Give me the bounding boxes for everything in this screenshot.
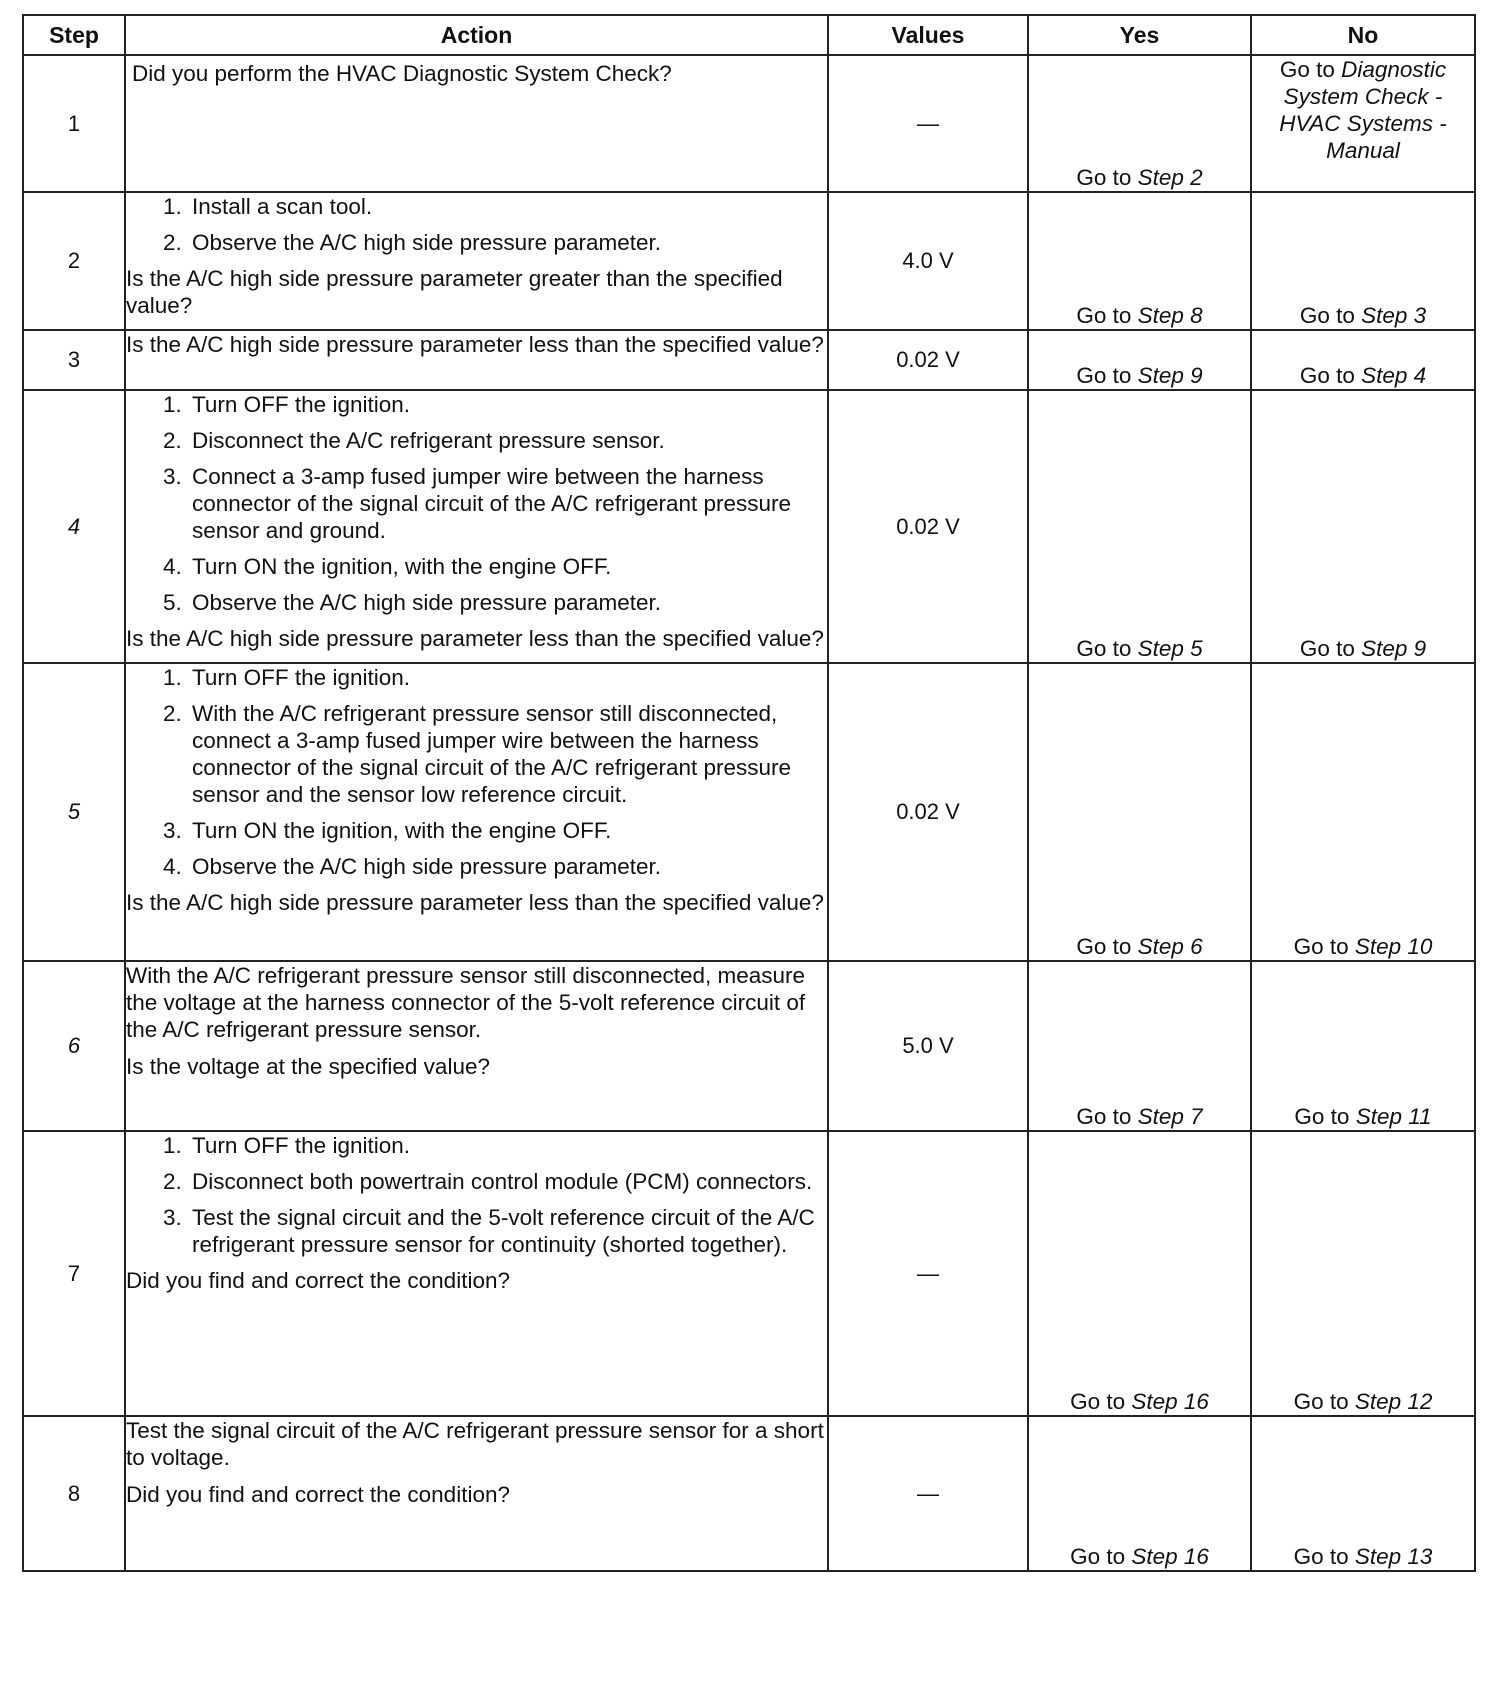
- value-cell: —: [828, 1131, 1028, 1416]
- action-step-item: 1. Turn OFF the ignition.: [188, 1132, 827, 1159]
- yes-prefix: Go to: [1076, 363, 1132, 388]
- yes-target-link[interactable]: Step 2: [1137, 165, 1203, 190]
- header-no: No: [1251, 15, 1475, 55]
- yes-prefix: Go to: [1076, 303, 1132, 328]
- no-prefix: Go to: [1299, 636, 1355, 661]
- value-cell: —: [828, 55, 1028, 192]
- action-step-item: 5. Observe the A/C high side pressure parameter.: [188, 589, 827, 616]
- no-prefix: Go to: [1293, 1544, 1349, 1569]
- table-row-step-3: [23, 330, 1475, 390]
- no-cell: [1251, 390, 1475, 663]
- no-prefix: Go to: [1279, 57, 1335, 82]
- no-cell: [1251, 1416, 1475, 1571]
- step-number: 1: [23, 55, 125, 192]
- step-number: 7: [23, 1131, 125, 1416]
- no-prefix: Go to: [1293, 1389, 1349, 1414]
- no-target-link[interactable]: Step 10: [1354, 934, 1433, 959]
- action-question: Did you find and correct the condition?: [126, 1482, 510, 1507]
- yes-prefix: Go to: [1076, 1104, 1132, 1129]
- yes-cell: [1028, 55, 1251, 192]
- no-target-link[interactable]: Step 9: [1361, 636, 1427, 661]
- action-question: Did you find and correct the condition?: [126, 1268, 510, 1293]
- no-prefix: Go to: [1293, 934, 1349, 959]
- step-number: 8: [23, 1416, 125, 1571]
- action-step-item: 2. Disconnect both powertrain control module (PCM) connectors.: [188, 1168, 827, 1195]
- table-row-step-8: [23, 1416, 1475, 1571]
- value-cell: 4.0 V: [828, 192, 1028, 330]
- action-cell: [125, 390, 828, 663]
- action-question: Is the A/C high side pressure parameter less than the specified value?: [126, 626, 824, 651]
- action-cell: [125, 192, 828, 330]
- yes-prefix: Go to: [1076, 636, 1132, 661]
- no-cell: [1251, 192, 1475, 330]
- no-cell: [1251, 663, 1475, 961]
- table-row-step-6: [23, 961, 1475, 1131]
- no-cell: [1251, 55, 1475, 192]
- header-values: Values: [828, 15, 1028, 55]
- no-target-link[interactable]: Diagnostic System Check - HVAC Systems - Manual: [1279, 57, 1447, 163]
- action-question: Is the A/C high side pressure parameter greater than the specified value?: [126, 266, 783, 318]
- no-target-link[interactable]: Step 11: [1355, 1104, 1432, 1129]
- action-step-item: 4. Observe the A/C high side pressure parameter.: [188, 853, 827, 880]
- action-steps: [126, 1132, 827, 1258]
- yes-cell: [1028, 330, 1251, 390]
- step-number: 5: [23, 663, 125, 961]
- action-steps: [126, 664, 827, 880]
- yes-target-link[interactable]: Step 9: [1137, 363, 1203, 388]
- no-target-link[interactable]: Step 3: [1361, 303, 1427, 328]
- action-steps: [126, 193, 827, 256]
- value-cell: 5.0 V: [828, 961, 1028, 1131]
- no-target-link[interactable]: Step 13: [1354, 1544, 1433, 1569]
- no-prefix: Go to: [1299, 303, 1355, 328]
- yes-target-link[interactable]: Step 6: [1137, 934, 1203, 959]
- action-step-item: 1. Install a scan tool.: [188, 193, 827, 220]
- table-row-step-2: [23, 192, 1475, 330]
- yes-cell: [1028, 192, 1251, 330]
- action-steps: [126, 391, 827, 616]
- header-action: Action: [125, 15, 828, 55]
- table-row-step-7: [23, 1131, 1475, 1416]
- action-cell: [125, 330, 828, 390]
- action-step-item: 1. Turn OFF the ignition.: [188, 664, 827, 691]
- yes-prefix: Go to: [1076, 165, 1132, 190]
- step-number: 6: [23, 961, 125, 1131]
- action-question: Did you perform the HVAC Diagnostic System Check?: [132, 61, 672, 86]
- yes-target-link[interactable]: Step 16: [1131, 1544, 1209, 1569]
- no-target-link[interactable]: Step 4: [1361, 363, 1427, 388]
- action-cell: [125, 1131, 828, 1416]
- yes-cell: [1028, 663, 1251, 961]
- header-row: [23, 15, 1475, 55]
- yes-prefix: Go to: [1070, 1389, 1126, 1414]
- yes-prefix: Go to: [1070, 1544, 1126, 1569]
- step-number: 2: [23, 192, 125, 330]
- yes-cell: [1028, 961, 1251, 1131]
- action-step-item: 2. Observe the A/C high side pressure parameter.: [188, 229, 827, 256]
- no-cell: [1251, 961, 1475, 1131]
- action-step-item: 2. With the A/C refrigerant pressure sensor still disconnected, connect a 3-amp fused jumper wire between the harness connector of the signal circuit of the A/C refrigerant pressure sensor and the sensor low reference circuit.: [188, 700, 827, 808]
- step-number: 3: [23, 330, 125, 390]
- no-prefix: Go to: [1294, 1104, 1350, 1129]
- diagnostic-table: [22, 14, 1476, 1572]
- no-cell: [1251, 1131, 1475, 1416]
- yes-target-link[interactable]: Step 16: [1131, 1389, 1209, 1414]
- no-prefix: Go to: [1299, 363, 1355, 388]
- yes-cell: [1028, 1416, 1251, 1571]
- action-question: Is the A/C high side pressure parameter less than the specified value?: [126, 332, 824, 357]
- step-number: 4: [23, 390, 125, 663]
- table-row-step-4: [23, 390, 1475, 663]
- yes-target-link[interactable]: Step 7: [1137, 1104, 1203, 1129]
- value-cell: 0.02 V: [828, 330, 1028, 390]
- action-text: With the A/C refrigerant pressure sensor still disconnected, measure the voltage at the harness connector of the 5-volt reference circuit of the A/C refrigerant pressure sensor.: [126, 963, 806, 1042]
- action-question: Is the voltage at the specified value?: [126, 1054, 490, 1079]
- action-step-item: 2. Disconnect the A/C refrigerant pressure sensor.: [188, 427, 827, 454]
- yes-cell: [1028, 1131, 1251, 1416]
- yes-prefix: Go to: [1076, 934, 1132, 959]
- value-cell: 0.02 V: [828, 390, 1028, 663]
- yes-target-link[interactable]: Step 8: [1137, 303, 1203, 328]
- action-step-item: 3. Test the signal circuit and the 5-volt reference circuit of the A/C refrigerant pressure sensor for continuity (shorted together).: [188, 1204, 827, 1258]
- action-cell: [125, 55, 828, 192]
- action-cell: [125, 961, 828, 1131]
- action-cell: [125, 1416, 828, 1571]
- header-step: Step: [23, 15, 125, 55]
- action-step-item: 4. Turn ON the ignition, with the engine OFF.: [188, 553, 827, 580]
- value-cell: —: [828, 1416, 1028, 1571]
- action-step-item: 3. Turn ON the ignition, with the engine OFF.: [188, 817, 827, 844]
- table-row-step-1: [23, 55, 1475, 192]
- yes-target-link[interactable]: Step 5: [1137, 636, 1203, 661]
- yes-cell: [1028, 390, 1251, 663]
- table-row-step-5: [23, 663, 1475, 961]
- action-step-item: 1. Turn OFF the ignition.: [188, 391, 827, 418]
- no-cell: [1251, 330, 1475, 390]
- header-yes: Yes: [1028, 15, 1251, 55]
- value-cell: 0.02 V: [828, 663, 1028, 961]
- action-step-item: 3. Connect a 3-amp fused jumper wire between the harness connector of the signal circuit of the A/C refrigerant pressure sensor and ground.: [188, 463, 827, 544]
- action-cell: [125, 663, 828, 961]
- action-question: Is the A/C high side pressure parameter less than the specified value?: [126, 890, 824, 915]
- action-text: Test the signal circuit of the A/C refrigerant pressure sensor for a short to voltage.: [126, 1418, 824, 1470]
- no-target-link[interactable]: Step 12: [1354, 1389, 1433, 1414]
